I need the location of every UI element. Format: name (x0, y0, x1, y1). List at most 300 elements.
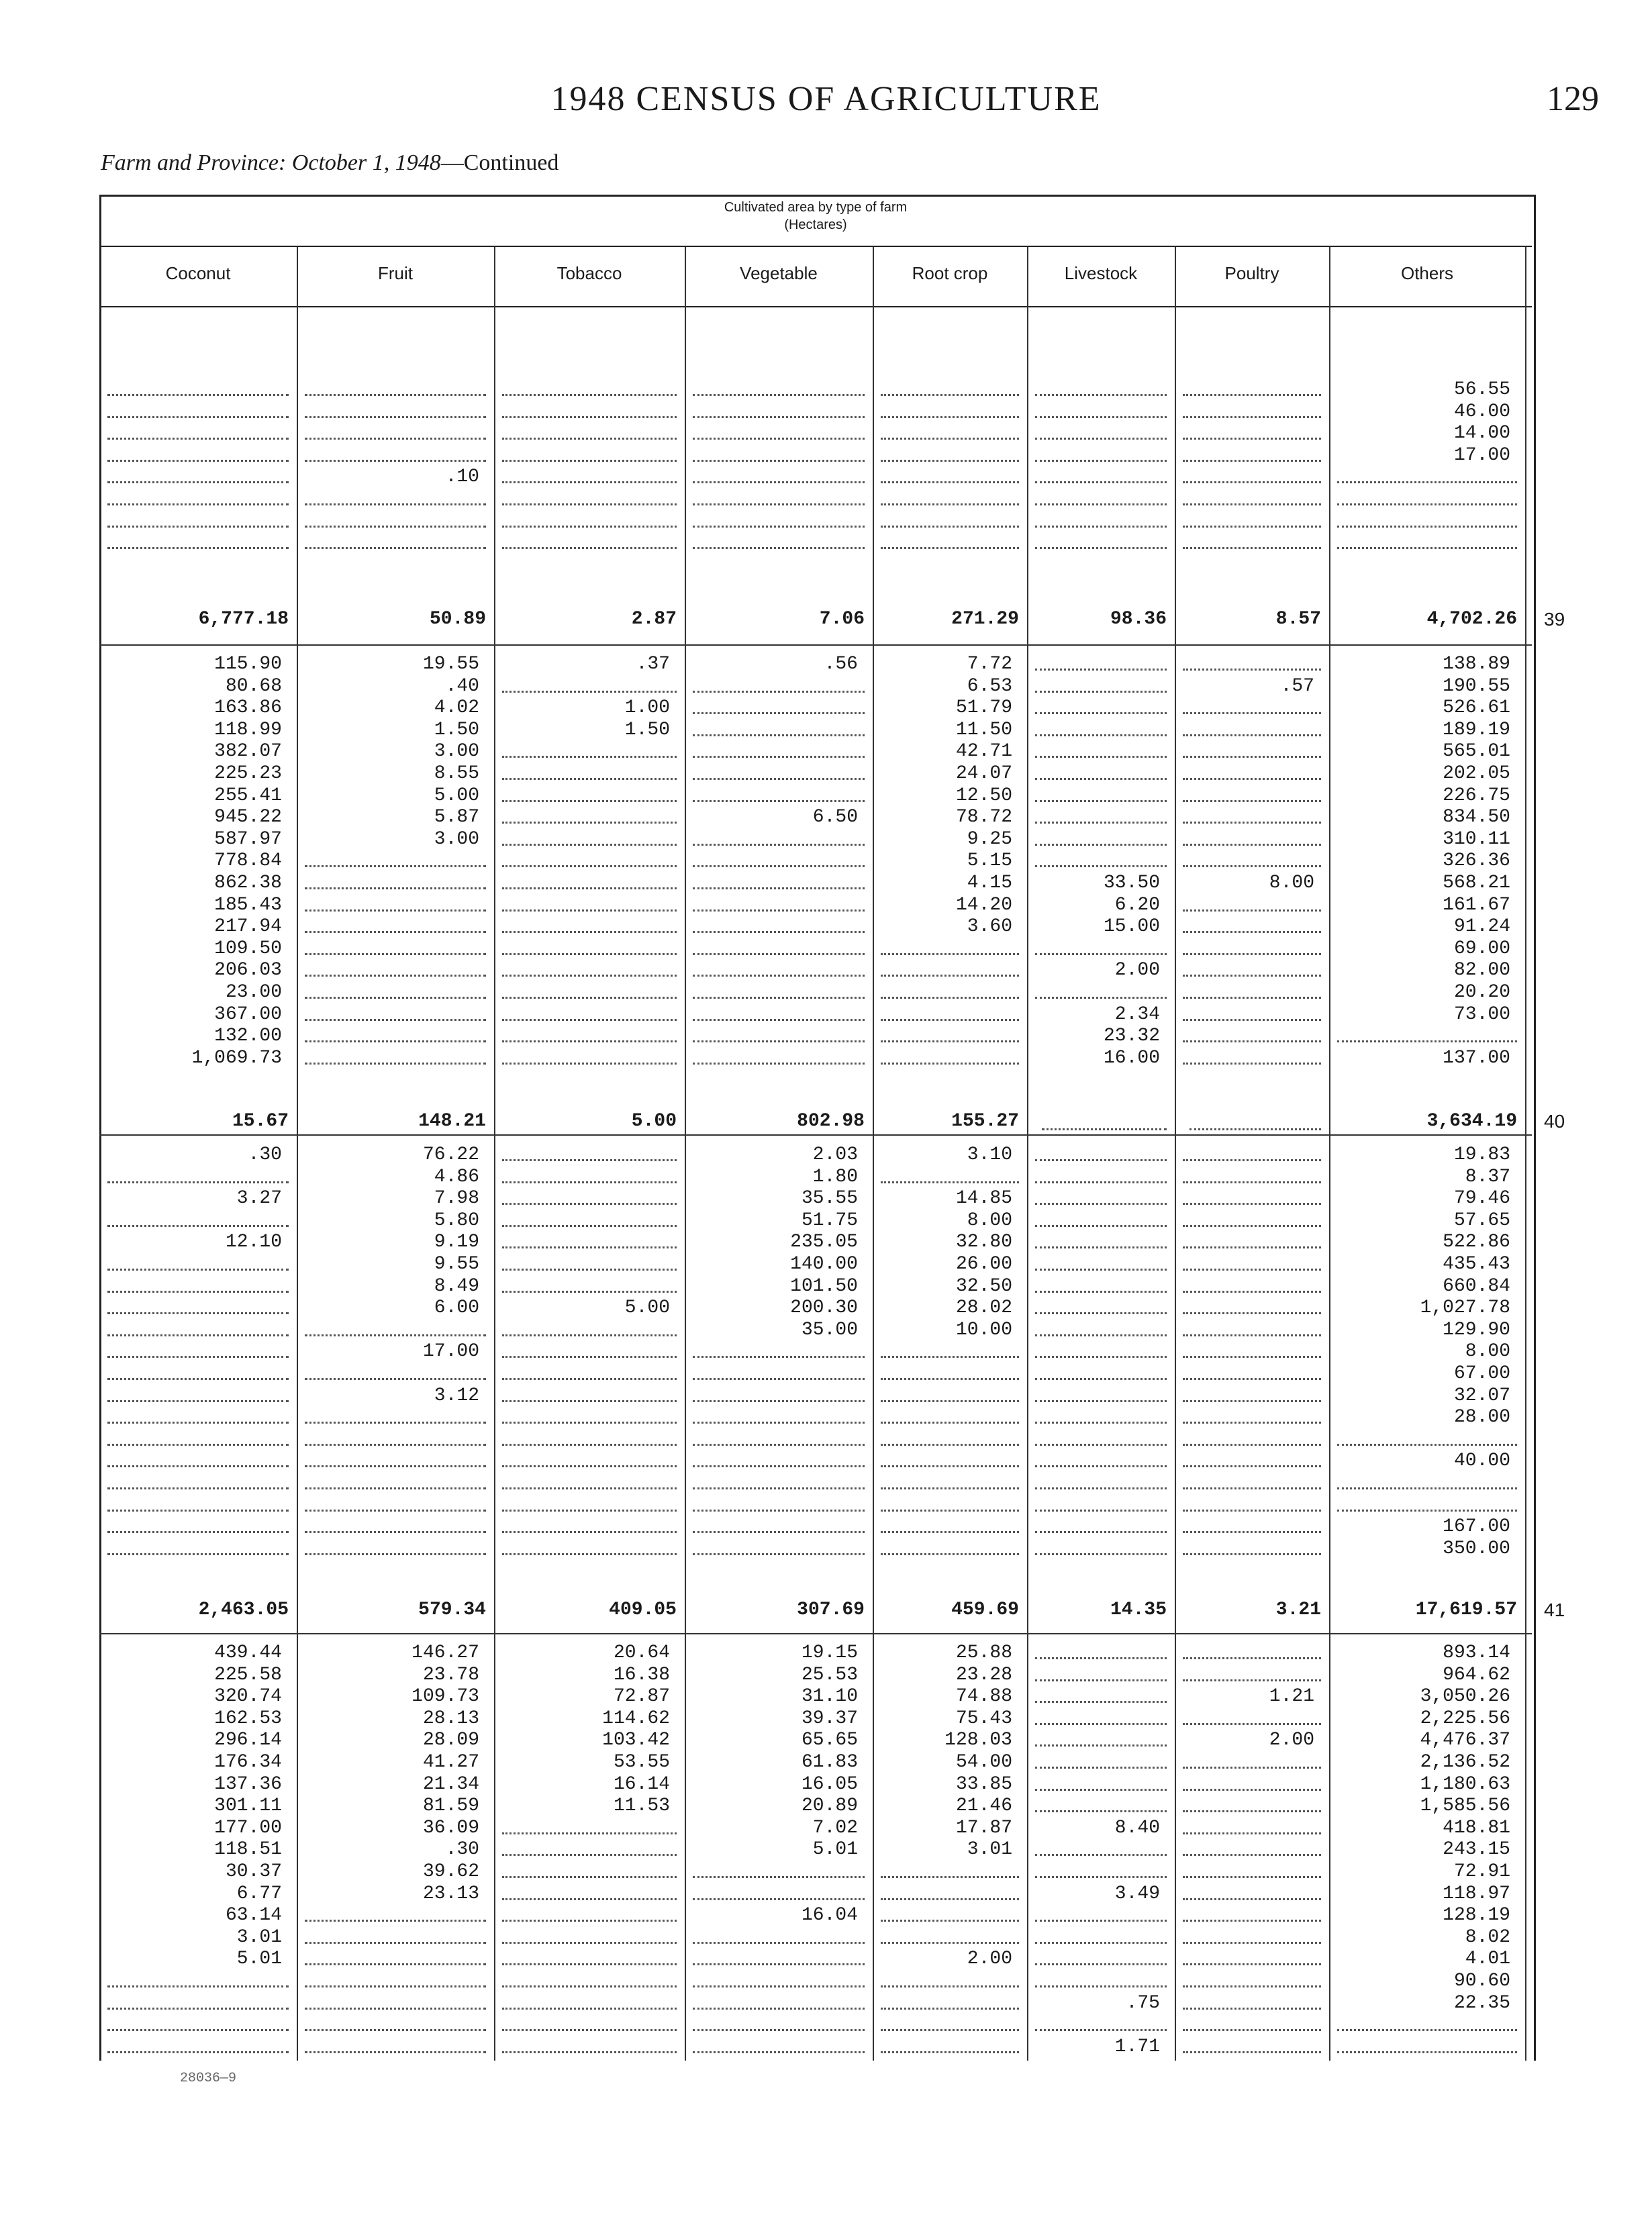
table-cell: 32.80 (955, 1232, 1012, 1253)
leader-dots (305, 997, 486, 999)
table-cell: 2,225.56 (1420, 1708, 1510, 1729)
table-cell: 1.71 (1114, 2036, 1160, 2057)
subtitle-text: Farm and Province: October 1, 1948 (101, 150, 441, 175)
total-cell: 579.34 (418, 1599, 486, 1620)
leader-dots (502, 1246, 677, 1248)
leader-dots (1183, 1531, 1321, 1533)
leader-dots (1337, 2051, 1517, 2053)
table-cell: 33.85 (955, 1773, 1012, 1795)
leader-dots (502, 1963, 677, 1965)
table-cell: 16.05 (801, 1773, 858, 1795)
leader-dots (1183, 1465, 1321, 1467)
leader-dots (107, 1269, 289, 1271)
leader-dots (1183, 865, 1321, 867)
leader-dots (693, 1378, 865, 1380)
leader-dots (502, 844, 677, 846)
leader-dots (1035, 438, 1167, 440)
table-cell: 19.15 (801, 1642, 858, 1663)
leader-dots (502, 1465, 677, 1467)
leader-dots (1035, 1378, 1167, 1380)
leader-dots (1183, 1400, 1321, 1402)
leader-dots (305, 1422, 486, 1424)
leader-dots (1183, 526, 1321, 528)
leader-dots (502, 1269, 677, 1271)
leader-dots (693, 1963, 865, 1965)
leader-dots (502, 1920, 677, 1922)
table-cell: .10 (445, 466, 479, 488)
leader-dots (1337, 1444, 1517, 1446)
total-cell: 802.98 (797, 1111, 865, 1132)
print-code: 28036—9 (180, 2071, 237, 2086)
leader-dots (1035, 712, 1167, 714)
leader-dots (1035, 734, 1167, 736)
table-cell: 23.32 (1103, 1026, 1160, 1047)
leader-dots (693, 997, 865, 999)
table-cell: 90.60 (1453, 1971, 1510, 1991)
table-cell: 17.00 (1453, 444, 1510, 466)
total-cell: 17,619.57 (1415, 1599, 1517, 1620)
leader-dots (502, 756, 677, 758)
total-cell: 2.87 (631, 609, 677, 630)
table-cell: 11.53 (613, 1795, 670, 1817)
table-cell: 200.30 (790, 1297, 858, 1319)
table-cell: 40.00 (1453, 1450, 1510, 1472)
table-cell: 2,136.52 (1420, 1752, 1510, 1773)
leader-dots (305, 1963, 486, 1965)
leader-dots (502, 931, 677, 933)
leader-dots (693, 526, 865, 528)
leader-dots (305, 1553, 486, 1555)
table-cell: 31.10 (801, 1686, 858, 1708)
leader-dots (502, 1876, 677, 1878)
row-number: 41 (1544, 1599, 1565, 1620)
leader-dots (1042, 1128, 1167, 1130)
table-cell: 3.00 (434, 741, 479, 762)
table-cell: 33.50 (1103, 873, 1160, 893)
leader-dots (502, 1487, 677, 1489)
leader-dots (502, 2008, 677, 2010)
table-cell: 20.64 (613, 1642, 670, 1663)
table-cell: 51.75 (801, 1210, 858, 1231)
leader-dots (1035, 1876, 1167, 1878)
leader-dots (502, 1225, 677, 1227)
leader-dots (1035, 1269, 1167, 1271)
table-cell: 226.75 (1443, 785, 1510, 806)
leader-dots (1183, 1767, 1321, 1769)
leader-dots (693, 2008, 865, 2010)
table-cell: 8.00 (1465, 1341, 1510, 1363)
table-cell: 23.28 (955, 1664, 1012, 1685)
table-cell: 76.22 (422, 1144, 479, 1165)
leader-dots (1337, 547, 1517, 549)
table-cell: 1,180.63 (1420, 1773, 1510, 1795)
table-cell: 54.00 (955, 1752, 1012, 1773)
leader-dots (693, 931, 865, 933)
leader-dots (1035, 1679, 1167, 1681)
leader-dots (1183, 1723, 1321, 1725)
table-cell: 36.09 (422, 1817, 479, 1838)
leader-dots (1035, 691, 1167, 693)
leader-dots (305, 2008, 486, 2010)
column-separator (1027, 247, 1028, 2061)
leader-dots (1337, 503, 1517, 505)
leader-dots (1035, 822, 1167, 824)
table-cell: 20.89 (801, 1795, 858, 1817)
header-rule (99, 306, 1532, 307)
leader-dots (1183, 1963, 1321, 1965)
table-cell: 140.00 (790, 1254, 858, 1275)
leader-dots (107, 1444, 289, 1446)
leader-dots (693, 691, 865, 693)
leader-dots (1337, 526, 1517, 528)
leader-dots (502, 887, 677, 889)
leader-dots (693, 1063, 865, 1065)
table-cell: 56.55 (1453, 379, 1510, 400)
leader-dots (502, 1531, 677, 1533)
leader-dots (881, 547, 1019, 549)
table-cell: 5.87 (434, 807, 479, 828)
leader-dots (1183, 844, 1321, 846)
leader-dots (1035, 547, 1167, 549)
leader-dots (1183, 1876, 1321, 1878)
table-cell: 32.07 (1453, 1385, 1510, 1406)
super-header (99, 199, 1532, 239)
table-cell: 161.67 (1443, 894, 1510, 916)
leader-dots (1035, 1159, 1167, 1161)
table-cell: 862.38 (214, 873, 282, 893)
table-cell: 35.55 (801, 1188, 858, 1210)
leader-dots (1035, 1400, 1167, 1402)
leader-dots (1183, 1378, 1321, 1380)
table-cell: 14.20 (955, 894, 1012, 916)
leader-dots (1035, 1312, 1167, 1314)
leader-dots (1183, 734, 1321, 736)
table-cell: 6.53 (967, 675, 1012, 697)
table-cell: 522.86 (1443, 1232, 1510, 1253)
table-cell: 5.01 (812, 1839, 858, 1861)
leader-dots (1183, 2029, 1321, 2031)
column-header-vegetable: Vegetable (740, 263, 818, 283)
leader-dots (305, 1063, 486, 1065)
leader-dots (1337, 1487, 1517, 1489)
leader-dots (1183, 909, 1321, 912)
leader-dots (305, 975, 486, 977)
table-cell: 81.59 (422, 1795, 479, 1817)
table-cell: 6.20 (1114, 894, 1160, 916)
leader-dots (693, 844, 865, 846)
table-cell: 1.21 (1269, 1686, 1314, 1708)
table-cell: 3,050.26 (1420, 1686, 1510, 1708)
leader-dots (1183, 800, 1321, 802)
table-cell: 12.10 (225, 1232, 282, 1253)
row-number: 39 (1544, 609, 1565, 630)
table-cell: 167.00 (1443, 1516, 1510, 1538)
table-cell: 24.07 (955, 763, 1012, 784)
table-cell: 28.02 (955, 1297, 1012, 1319)
leader-dots (1337, 1040, 1517, 1042)
table-cell: 1.50 (434, 719, 479, 740)
table-cell: 6.50 (812, 807, 858, 828)
leader-dots (502, 1019, 677, 1021)
leader-dots (1183, 416, 1321, 418)
column-header-livestock: Livestock (1064, 263, 1138, 283)
leader-dots (502, 460, 677, 462)
leader-dots (1183, 1063, 1321, 1065)
leader-dots (1183, 1159, 1321, 1161)
leader-dots (305, 1510, 486, 1512)
leader-dots (1035, 1810, 1167, 1812)
table-cell: 32.50 (955, 1275, 1012, 1297)
leader-dots (693, 1942, 865, 1944)
leader-dots (1035, 503, 1167, 505)
table-cell: 17.87 (955, 1817, 1012, 1838)
leader-dots (1035, 844, 1167, 846)
leader-dots (502, 1832, 677, 1834)
leader-dots (881, 1400, 1019, 1402)
table-cell: 128.19 (1443, 1905, 1510, 1926)
table-cell: 25.53 (801, 1664, 858, 1685)
table-cell: 22.35 (1453, 1992, 1510, 2014)
leader-dots (107, 1291, 289, 1293)
leader-dots (1183, 712, 1321, 714)
table-cell: 2.00 (1114, 960, 1160, 981)
leader-dots (1035, 1985, 1167, 1987)
leader-dots (693, 778, 865, 780)
leader-dots (1035, 1657, 1167, 1659)
table-subtitle (101, 150, 558, 176)
table-cell: 350.00 (1443, 1538, 1510, 1559)
table-cell: 1,585.56 (1420, 1795, 1510, 1817)
leader-dots (1035, 1920, 1167, 1922)
leader-dots (1183, 1312, 1321, 1314)
table-cell: 217.94 (214, 916, 282, 938)
leader-dots (693, 481, 865, 483)
leader-dots (107, 1510, 289, 1512)
leader-dots (881, 1356, 1019, 1358)
leader-dots (1035, 1553, 1167, 1555)
table-cell: 46.00 (1453, 401, 1510, 422)
leader-dots (1035, 1181, 1167, 1183)
leader-dots (693, 1019, 865, 1021)
table-cell: 132.00 (214, 1026, 282, 1047)
table-cell: 57.65 (1453, 1210, 1510, 1231)
leader-dots (1183, 1832, 1321, 1834)
table-cell: 16.38 (613, 1664, 670, 1685)
leader-dots (881, 1378, 1019, 1380)
leader-dots (1183, 1040, 1321, 1042)
table-cell: 23.78 (422, 1664, 479, 1685)
leader-dots (693, 1487, 865, 1489)
leader-dots (502, 526, 677, 528)
table-cell: 14.00 (1453, 423, 1510, 444)
leader-dots (305, 887, 486, 889)
leader-dots (1183, 1510, 1321, 1512)
table-cell: 14.85 (955, 1188, 1012, 1210)
table-cell: 4.02 (434, 697, 479, 719)
leader-dots (502, 1444, 677, 1446)
table-cell: 19.83 (1453, 1144, 1510, 1165)
table-cell: 1.00 (624, 697, 670, 719)
table-cell: .37 (636, 654, 670, 675)
leader-dots (693, 975, 865, 977)
leader-dots (693, 1898, 865, 1900)
leader-dots (305, 394, 486, 396)
table-cell: 69.00 (1453, 938, 1510, 959)
table-cell: 74.88 (955, 1686, 1012, 1708)
table-cell: 82.00 (1453, 960, 1510, 981)
leader-dots (881, 1465, 1019, 1467)
leader-dots (502, 822, 677, 824)
leader-dots (1183, 481, 1321, 483)
leader-dots (107, 2029, 289, 2031)
leader-dots (881, 1510, 1019, 1512)
leader-dots (1035, 394, 1167, 396)
table-cell: 5.00 (624, 1297, 670, 1319)
table-cell: 67.00 (1453, 1363, 1510, 1384)
leader-dots (1183, 1356, 1321, 1358)
leader-dots (305, 1920, 486, 1922)
table-cell: 79.46 (1453, 1188, 1510, 1210)
table-cell: 3.01 (967, 1839, 1012, 1861)
table-cell: 565.01 (1443, 741, 1510, 762)
leader-dots (881, 2008, 1019, 2010)
leader-dots (693, 1356, 865, 1358)
leader-dots (1035, 1225, 1167, 1227)
total-cell: 2,463.05 (198, 1599, 289, 1620)
table-cell: 61.83 (801, 1752, 858, 1773)
leader-dots (305, 1040, 486, 1042)
leader-dots (693, 756, 865, 758)
leader-dots (693, 953, 865, 955)
leader-dots (305, 1942, 486, 1944)
table-cell: 41.27 (422, 1752, 479, 1773)
total-cell: 7.06 (819, 609, 865, 630)
leader-dots (107, 438, 289, 440)
leader-dots (1035, 1744, 1167, 1746)
total-cell: 155.27 (951, 1111, 1019, 1132)
leader-dots (1183, 1444, 1321, 1446)
leader-dots (107, 1356, 289, 1358)
table-cell: 20.20 (1453, 982, 1510, 1003)
table-cell: 10.00 (955, 1319, 1012, 1340)
leader-dots (881, 503, 1019, 505)
leader-dots (1035, 669, 1167, 671)
leader-dots (1035, 460, 1167, 462)
leader-dots (305, 909, 486, 912)
table-cell: 101.50 (790, 1275, 858, 1297)
super-header-title: Cultivated area by type of farm (724, 200, 908, 215)
table-cell: 8.40 (1114, 1817, 1160, 1838)
table-cell: 893.14 (1443, 1642, 1510, 1663)
table-cell: 51.79 (955, 697, 1012, 719)
section-rule (99, 1134, 1532, 1136)
leader-dots (305, 547, 486, 549)
table-cell: 16.00 (1103, 1047, 1160, 1069)
leader-dots (1183, 1810, 1321, 1812)
leader-dots (502, 1159, 677, 1161)
table-cell: 138.89 (1443, 654, 1510, 675)
table-cell: 225.23 (214, 763, 282, 784)
table-cell: 255.41 (214, 785, 282, 806)
leader-dots (305, 2051, 486, 2053)
table-cell: 587.97 (214, 828, 282, 850)
table-cell: 118.51 (214, 1839, 282, 1861)
column-separator (1525, 247, 1526, 2061)
leader-dots (1337, 1510, 1517, 1512)
leader-dots (305, 416, 486, 418)
leader-dots (881, 975, 1019, 977)
leader-dots (693, 2029, 865, 2031)
table-cell: 8.00 (1269, 873, 1314, 893)
table-cell: 11.50 (955, 719, 1012, 740)
leader-dots (107, 1487, 289, 1489)
leader-dots (1035, 800, 1167, 802)
leader-dots (1183, 2008, 1321, 2010)
leader-dots (881, 1920, 1019, 1922)
table-cell: 964.62 (1443, 1664, 1510, 1685)
page-number: 129 (1547, 80, 1599, 118)
leader-dots (305, 438, 486, 440)
table-cell: 5.15 (967, 850, 1012, 872)
leader-dots (1035, 1942, 1167, 1944)
leader-dots (1035, 953, 1167, 955)
leader-dots (502, 1334, 677, 1336)
table-cell: 945.22 (214, 807, 282, 828)
leader-dots (502, 865, 677, 867)
table-cell: 435.43 (1443, 1254, 1510, 1275)
table-cell: 367.00 (214, 1003, 282, 1025)
leader-dots (881, 1985, 1019, 1987)
leader-dots (693, 1531, 865, 1533)
leader-dots (1183, 1898, 1321, 1900)
leader-dots (693, 503, 865, 505)
leader-dots (693, 865, 865, 867)
table-cell: 5.01 (236, 1949, 282, 1970)
leader-dots (1183, 460, 1321, 462)
leader-dots (305, 1019, 486, 1021)
column-header-coconut: Coconut (165, 263, 231, 283)
table-cell: 163.86 (214, 697, 282, 719)
leader-dots (502, 1291, 677, 1293)
total-cell: 98.36 (1110, 609, 1167, 630)
leader-dots (1183, 1942, 1321, 1944)
table-cell: 320.74 (214, 1686, 282, 1708)
table-cell: 4.86 (434, 1166, 479, 1187)
leader-dots (1183, 669, 1321, 671)
leader-dots (107, 1181, 289, 1183)
total-cell: 148.21 (418, 1111, 486, 1132)
leader-dots (502, 547, 677, 549)
table-cell: 6.00 (434, 1297, 479, 1319)
leader-dots (502, 394, 677, 396)
leader-dots (693, 1985, 865, 1987)
leader-dots (502, 1422, 677, 1424)
table-cell: 129.90 (1443, 1319, 1510, 1340)
table-cell: 2.00 (967, 1949, 1012, 1970)
leader-dots (693, 1400, 865, 1402)
leader-dots (1183, 997, 1321, 999)
leader-dots (502, 1203, 677, 1205)
leader-dots (305, 526, 486, 528)
table-cell: 3.12 (434, 1385, 479, 1406)
leader-dots (1035, 1422, 1167, 1424)
leader-dots (1035, 1723, 1167, 1725)
table-cell: 382.07 (214, 741, 282, 762)
leader-dots (1183, 503, 1321, 505)
table-cell: 8.00 (967, 1210, 1012, 1231)
leader-dots (107, 394, 289, 396)
table-cell: 26.00 (955, 1254, 1012, 1275)
